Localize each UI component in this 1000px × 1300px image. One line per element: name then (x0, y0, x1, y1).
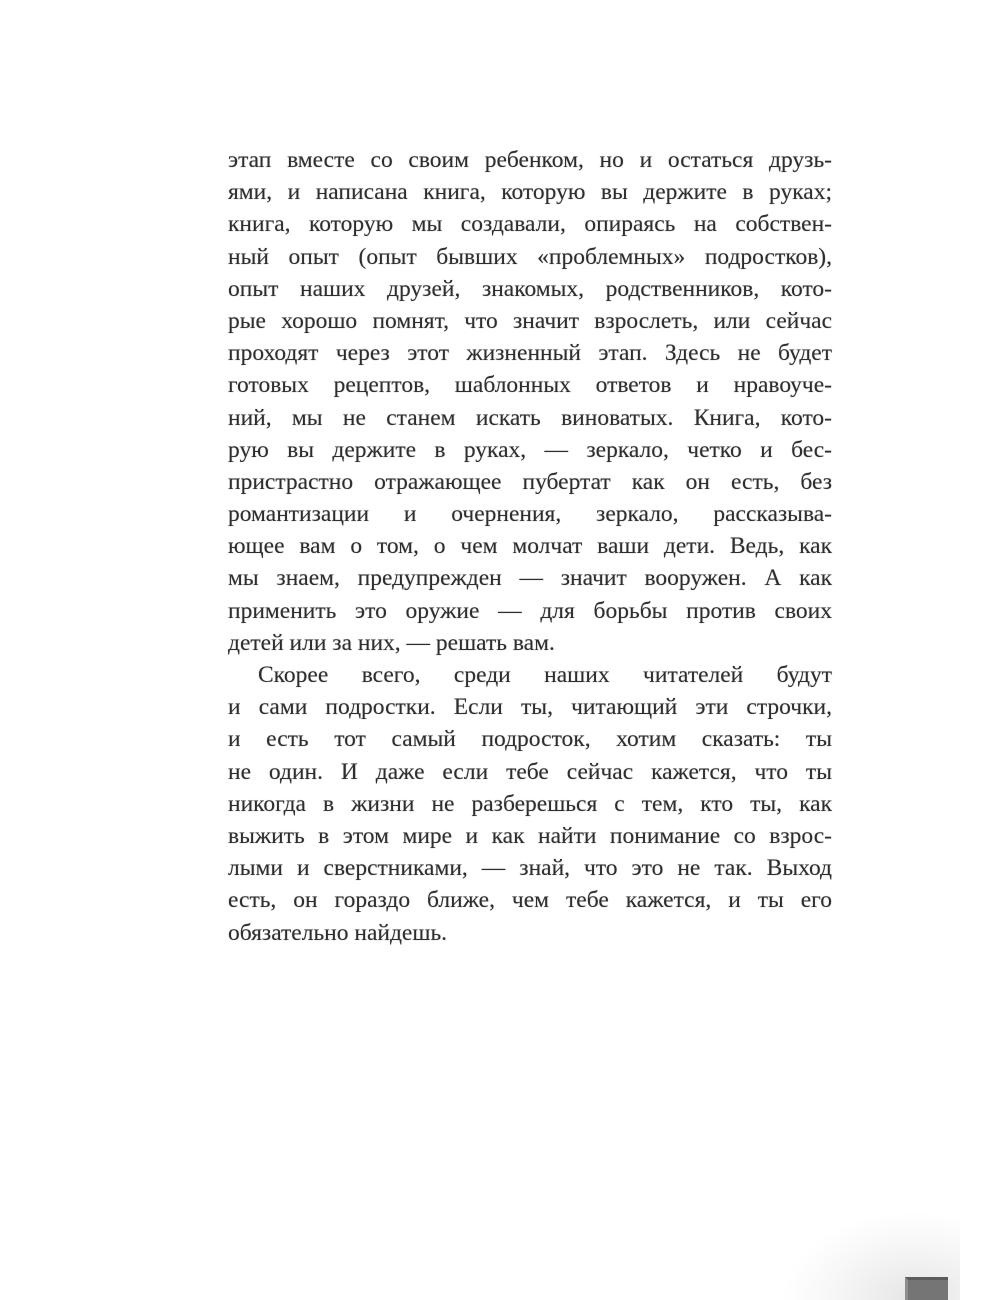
text-line: готовых рецептов, шаблонных ответов и нравоуче- (228, 372, 832, 399)
text-line: выжить в этом мире и как найти понимание со взрос- (228, 822, 832, 849)
text-line: пристрастно отражающее пубертат как он есть, без (228, 468, 832, 495)
text-line: романтизации и очернения, зеркало, рассказыва- (228, 501, 832, 528)
text-line: и есть тот самый подросток, хотим сказать: ты (228, 726, 832, 753)
text-line: рую вы держите в руках, — зеркало, четко и бес- (228, 436, 832, 463)
text-line: есть, он гораздо ближе, чем тебе кажется, и ты его (228, 887, 832, 914)
text-line: книга, которую мы создавали, опираясь на собствен- (228, 211, 832, 238)
text-line: ний, мы не станем искать виноватых. Книга, кото- (228, 404, 832, 431)
text-line: никогда в жизни не разберешься с тем, кто ты, как (228, 790, 832, 817)
text-line: рые хорошо помнят, что значит взрослеть, или сейчас (228, 307, 832, 334)
text-line: этап вместе со своим ребенком, но и остаться друзь- (228, 147, 832, 173)
text-line: Скорее всего, среди наших читателей будут (258, 662, 832, 688)
text-line: проходят через этот жизненный этап. Здесь не будет (228, 340, 832, 367)
text-line: лыми и сверстниками, — знай, что это не так. Выход (228, 855, 832, 882)
text-line: ный опыт (опыт бывших «проблемных» подростков), (228, 243, 832, 270)
text-line: обязательно найдешь. (228, 919, 448, 946)
text-line: опыт наших друзей, знакомых, родственников, кото- (228, 275, 832, 302)
text-line: ями, и написана книга, которую вы держите в руках; (228, 179, 832, 206)
text-line: применить это оружие — для борьбы против своих (228, 597, 832, 624)
text-line: ющее вам о том, о чем молчат ваши дети. Ведь, как (228, 533, 832, 560)
text-line: мы знаем, предупрежден — значит вооружен. А как (228, 565, 832, 592)
scan-corner-artifact (905, 1277, 948, 1300)
text-line: не один. И даже если тебе сейчас кажется, что ты (228, 758, 832, 785)
text-line: детей или за них, — решать вам. (228, 629, 555, 656)
text-line: и сами подростки. Если ты, читающий эти строчки, (228, 694, 832, 721)
body-text (228, 144, 832, 949)
